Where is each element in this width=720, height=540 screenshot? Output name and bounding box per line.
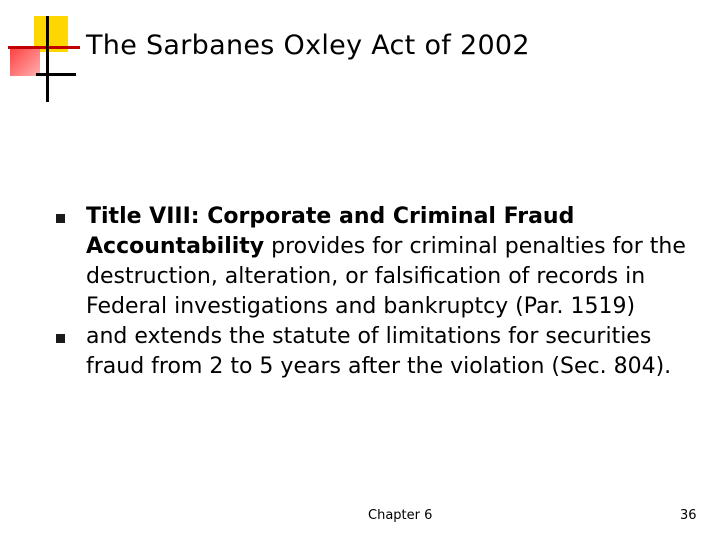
footer-chapter: Chapter 6 xyxy=(368,508,433,523)
square-bullet-icon xyxy=(56,214,65,223)
bullet-item xyxy=(56,322,696,382)
slide-title: The Sarbanes Oxley Act of 2002 xyxy=(86,30,530,61)
logo-horizontal-line-short xyxy=(36,73,76,76)
corner-logo-decoration xyxy=(0,0,80,110)
bullet-body-text: provides for criminal penalties for the destruction, alteration, or falsification of records in Federal investigations and bankruptcy (Par. 1519) xyxy=(86,234,686,319)
bullet-text xyxy=(86,204,686,319)
logo-red-square xyxy=(10,46,40,76)
logo-horizontal-line xyxy=(8,46,80,49)
square-bullet-icon xyxy=(56,334,65,343)
bullet-bold-text: Title VIII: Corporate and Criminal Fraud Accountability xyxy=(86,204,575,259)
bullet-item xyxy=(56,202,696,322)
bullet-body-text: and extends the statute of limitations for securities fraud from 2 to 5 years after the violation (Sec. 804). xyxy=(86,324,672,379)
logo-vertical-line xyxy=(46,16,49,102)
page-number: 36 xyxy=(680,508,697,523)
bullet-list xyxy=(56,202,696,382)
